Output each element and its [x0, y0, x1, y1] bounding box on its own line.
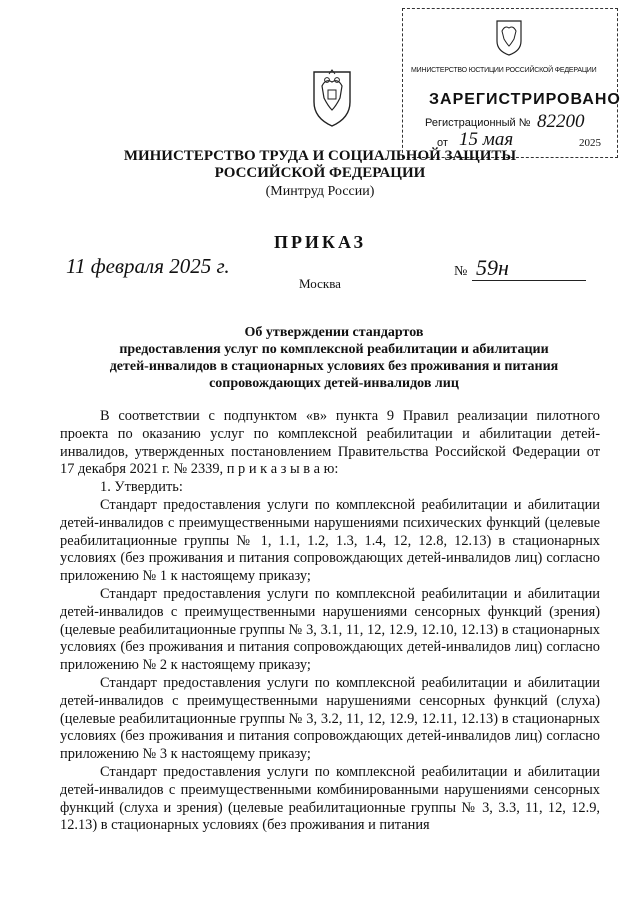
order-title: ПРИКАЗ — [273, 232, 367, 252]
stamp-reg-number: 82200 — [537, 111, 585, 132]
registration-stamp — [402, 8, 621, 158]
stamp-year: 2025 — [579, 137, 601, 149]
subject-line4: сопровождающих детей-инвалидов лиц — [209, 376, 459, 391]
subject-line3: детей-инвалидов в стационарных условиях без проживания и питания — [109, 359, 559, 374]
subject-line1: Об утверждении стандартов — [244, 325, 424, 340]
ministry-name-line2: РОССИЙСКОЙ ФЕДЕРАЦИИ — [214, 165, 426, 181]
body-standard-1: Стандарт предоставления услуги по комплексной реабилитации и абилитации детей-инвалидов с преимущественными нарушениями психических функций (целевые реабилитационные группы № 1, 1.1, 1.2, 1.3, 1.4, 12, 12.8, 12.13) в стационарных условиях (без проживания и питания сопровождающих детей-инвалидов лиц) согласно приложению № 1 к настоящему приказу; — [60, 496, 600, 585]
ministry-name-line1: МИНИСТЕРСТВО ТРУДА И СОЦИАЛЬНОЙ ЗАЩИТЫ — [123, 148, 517, 164]
order-number-label: № — [454, 264, 468, 279]
body-standard-2: Стандарт предоставления услуги по комплексной реабилитации и абилитации детей-инвалидов с преимущественными нарушениями сенсорных функций (зрения) (целевые реабилитационные группы № 3, 3.1, 11, 12, 12.9, 12.10, 12.13) в стационарных условиях (без проживания и питания сопровождающих детей-инвалидов лиц) согласно приложению № 2 к настоящему приказу; — [60, 585, 600, 674]
order-date-handwritten: 11 февраля 2025 г. — [66, 254, 230, 278]
stamp-from-label: от — [437, 137, 448, 149]
coat-of-arms-icon — [306, 66, 358, 128]
order-subject — [60, 324, 608, 392]
order-number-handwritten: 59н — [476, 255, 509, 280]
body-standard-4: Стандарт предоставления услуги по комплексной реабилитации и абилитации детей-инвалидов с преимущественными комбинированными нарушениями сенсорных функций (слуха и зрения) (целевые реабилитационные группы № 3, 3.3, 11, 12, 12.9, 12.13) в стационарных условиях (без проживания и питания — [60, 763, 600, 834]
ministry-short-name: (Минтруд России) — [265, 184, 375, 199]
stamp-emblem-icon — [491, 17, 527, 57]
stamp-date: 15 мая — [459, 129, 514, 150]
stamp-registered: ЗАРЕГИСТРИРОВАНО — [429, 91, 621, 108]
order-number-underline — [472, 280, 586, 281]
body-standard-3: Стандарт предоставления услуги по комплексной реабилитации и абилитации детей-инвалидов с преимущественными нарушениями сенсорных функций (слуха) (целевые реабилитационные группы № 3, 3.2, 11, 12, 12.9, 12.11, 12.13) в стационарных условиях (без проживания и питания сопровождающих детей-инвалидов лиц) согласно приложению № 3 к настоящему приказу; — [60, 674, 600, 763]
subject-line2: предоставления услуг по комплексной реабилитации и абилитации — [119, 342, 549, 357]
body-preamble: В соответствии с подпунктом «в» пункта 9 Правил реализации пилотного проекта по оказанию услуг по комплексной реабилитации и абилитации детей-инвалидов, утвержденных постановлением Правительства Российской Федерации от 17 декабря 2021 г. № 2339, п р и к а з ы в а ю: — [60, 408, 600, 478]
order-body — [60, 408, 600, 835]
body-item-1: 1. Утвердить: — [100, 479, 183, 496]
stamp-reg-label: Регистрационный № — [425, 117, 531, 129]
stamp-org: МИНИСТЕРСТВО ЮСТИЦИИ РОССИЙСКОЙ ФЕДЕРАЦИИ — [411, 67, 597, 74]
order-city: Москва — [299, 276, 341, 291]
